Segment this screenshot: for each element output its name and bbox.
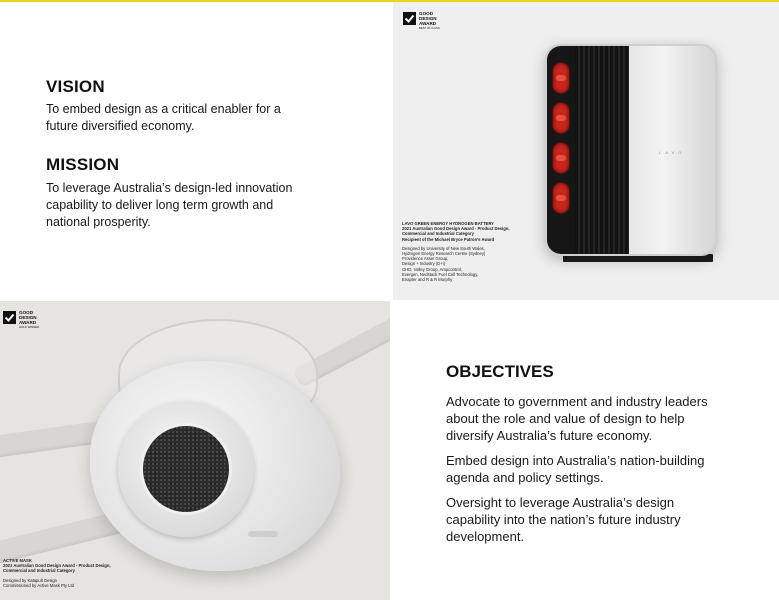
battery-product-panel bbox=[393, 2, 779, 300]
vision-line: future diversified economy. bbox=[46, 119, 195, 133]
caption-award-line: Commercial and Industrial Category bbox=[3, 568, 75, 574]
mission-line: capability to deliver long term growth and bbox=[46, 198, 274, 212]
objective-line: capability into the nation’s future industry bbox=[446, 512, 681, 527]
objective-line: development. bbox=[446, 529, 525, 544]
objective-item bbox=[446, 494, 746, 545]
caption-credit-line: Design + Industry (D+i) bbox=[402, 261, 446, 267]
objective-line: about the role and value of design to help bbox=[446, 411, 685, 426]
mask-caption bbox=[3, 558, 153, 588]
mission-heading: MISSION bbox=[46, 155, 120, 174]
caption-title: ACTIVE MASK bbox=[3, 558, 32, 563]
award-logo-line: AWARD bbox=[19, 319, 37, 325]
mission-line: national prosperity. bbox=[46, 215, 151, 229]
caption-credit-line: Designed by Katapult Design bbox=[3, 577, 58, 583]
caption-credit-line: Designed by University of New South Wales, bbox=[402, 245, 485, 251]
objective-item bbox=[446, 393, 746, 444]
battery-caption bbox=[402, 221, 552, 282]
caption-credit-line: Hydrogen Energy Research Centre (Sydney) bbox=[402, 251, 486, 257]
objectives-heading: OBJECTIVES bbox=[446, 362, 554, 381]
objective-line: Embed design into Australia’s nation-building bbox=[446, 453, 705, 468]
objective-item bbox=[446, 452, 746, 486]
objective-line: Oversight to leverage Australia’s design bbox=[446, 495, 675, 510]
caption-credit-line: Providence Asset Group, bbox=[402, 256, 449, 262]
hydrogen-tube bbox=[552, 102, 570, 134]
award-logo-line: AWARD bbox=[419, 20, 437, 26]
caption-award-line: Recipient of the Michael Bryce Patron’s Award bbox=[402, 236, 495, 242]
award-check-icon bbox=[403, 12, 416, 25]
hydrogen-tube bbox=[552, 142, 570, 174]
caption-credit-line: Enapter and R & R Murphy bbox=[402, 277, 453, 283]
objective-line: diversify Australia’s future economy. bbox=[446, 428, 653, 443]
objective-line: Advocate to government and industry leaders bbox=[446, 394, 708, 409]
objectives-panel bbox=[393, 301, 779, 600]
award-logo-line: GOOD bbox=[19, 310, 34, 315]
hydrogen-tube bbox=[552, 182, 570, 214]
good-design-award-logo bbox=[403, 12, 440, 31]
good-design-award-logo bbox=[3, 311, 39, 330]
hydrogen-tube bbox=[552, 62, 570, 94]
award-logo-line: GOOD bbox=[419, 11, 434, 16]
mission-text bbox=[46, 180, 292, 231]
caption-credit-line: GHD, Valley Group, Ampcontrol, bbox=[402, 266, 462, 272]
vision-text bbox=[46, 101, 281, 135]
battery-brand-mark: LAVO bbox=[659, 150, 686, 155]
vision-line: To embed design as a critical enabler for a bbox=[46, 102, 281, 116]
award-check-icon bbox=[3, 311, 16, 324]
caption-credit-line: Evergen, Nedstack Fuel Cell Technology, bbox=[402, 271, 479, 277]
mission-line: To leverage Australia’s design-led innovation bbox=[46, 181, 293, 195]
vision-mission-panel bbox=[0, 2, 390, 300]
caption-title: LAVO GREEN ENERGY HYDROGEN BATTERY bbox=[402, 221, 494, 226]
mask-filter bbox=[140, 423, 232, 515]
vision-heading: VISION bbox=[46, 77, 105, 96]
award-logo-sub: GOLD WINNER bbox=[19, 325, 40, 330]
objective-line: agenda and policy settings. bbox=[446, 470, 604, 485]
caption-award-line: 2021 Australian Good Design Award - Product Design, bbox=[402, 226, 510, 232]
award-logo-line: DESIGN bbox=[419, 15, 437, 21]
caption-credit-line: Commissioned by Active Mask Pty Ltd bbox=[3, 582, 74, 588]
caption-award-line: 2021 Australian Good Design Award - Product Design, bbox=[3, 563, 111, 569]
mask-product-panel bbox=[0, 301, 390, 600]
battery-product-image bbox=[545, 44, 717, 256]
caption-award-line: Commercial and Industrial Category bbox=[402, 231, 474, 237]
award-logo-sub: BEST IN CLASS bbox=[419, 26, 440, 31]
award-logo-line: DESIGN bbox=[19, 314, 37, 320]
